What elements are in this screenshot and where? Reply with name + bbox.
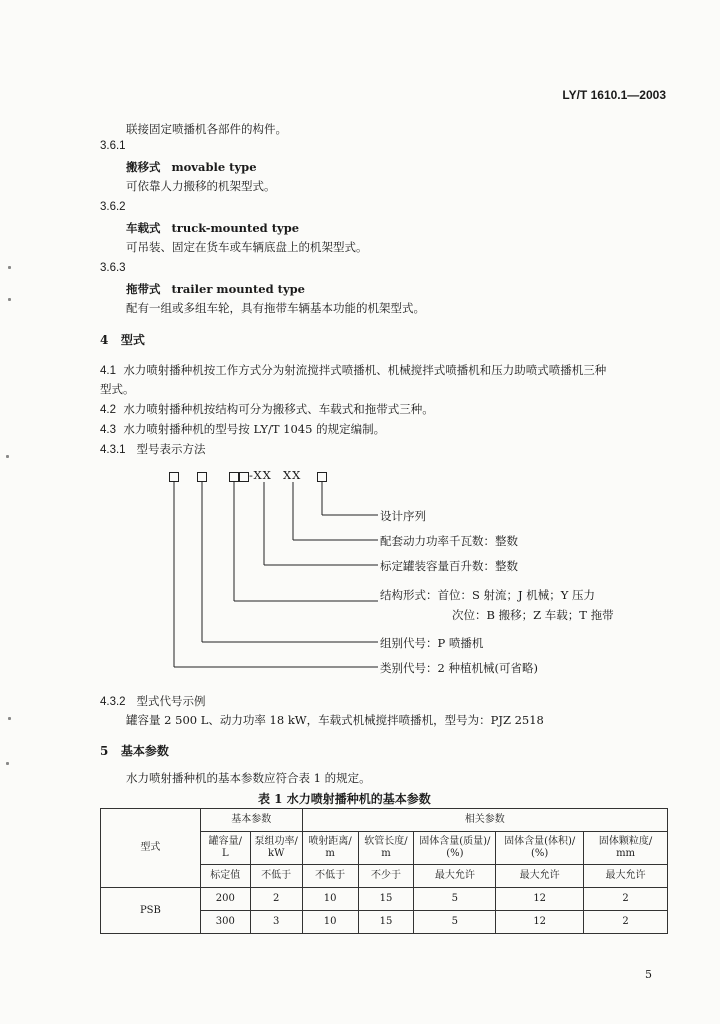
table-cell: 2 <box>250 888 302 911</box>
limit-cell: 不低于 <box>302 865 358 888</box>
standard-code: LY/T 1610.1—2003 <box>562 88 666 102</box>
scan-mark <box>6 762 9 765</box>
code-box-structure-2 <box>239 472 249 482</box>
model-example: 罐容量 2 500 L、动力功率 18 kW，车载式机械搅拌喷播机，型号为：PJZ 2518 <box>126 713 544 727</box>
header-group-related: 相关参数 <box>302 809 667 832</box>
code-box-category <box>169 472 179 482</box>
term-en: trailer mounted type <box>171 282 305 296</box>
scan-mark <box>8 266 11 269</box>
table-cell: 5 <box>414 911 496 934</box>
page-number: 5 <box>645 968 652 981</box>
para-4-1-text: 水力喷射播种机按工作方式分为射流搅拌式喷播机、机械搅拌式喷播机和压力助喷式喷播机三种 <box>123 363 607 377</box>
table-row <box>101 888 668 911</box>
label-design-seq: 设计序列 <box>380 509 426 523</box>
table-cell: 15 <box>358 888 414 911</box>
term-en: truck-mounted type <box>171 221 300 235</box>
table-cell: 200 <box>200 888 250 911</box>
para-4-3-number: 4.3 <box>100 424 116 436</box>
section-5-title: 基本参数 <box>120 744 169 758</box>
header-spray-distance: 喷射距离/ m <box>302 832 358 865</box>
section-5-heading <box>100 742 169 759</box>
section-3-6-1-number: 3.6.1 <box>100 140 126 152</box>
table-cell: 12 <box>496 888 584 911</box>
para-4-3-2 <box>100 693 206 709</box>
section-3-6-3-definition: 配有一组或多组车轮，具有拖带车辆基本功能的机架型式。 <box>126 301 425 315</box>
header-solid-volume: 固体含量(体积)/ (%) <box>496 832 584 865</box>
term-cn: 拖带式 <box>126 282 161 296</box>
header-hose-length: 软管长度/ m <box>358 832 414 865</box>
table-cell: 10 <box>302 888 358 911</box>
scan-mark <box>6 455 9 458</box>
table-caption: 表 1 水力喷射播种机的基本参数 <box>258 792 431 806</box>
header-particle-size: 固体颗粒度/ mm <box>584 832 668 865</box>
header-solid-mass: 固体含量(质量)/ (%) <box>414 832 496 865</box>
section-3-6-1-definition: 可依靠人力搬移的机架型式。 <box>126 179 276 193</box>
scan-mark <box>8 298 11 301</box>
para-4-2-number: 4.2 <box>100 404 116 416</box>
header-model: 型式 <box>101 809 201 888</box>
section-3-6-2-definition: 可吊装、固定在货车或车辆底盘上的机架型式。 <box>126 240 368 254</box>
table-cell: 3 <box>250 911 302 934</box>
section-3-6-2-number: 3.6.2 <box>100 201 126 213</box>
basic-parameters-table <box>100 808 668 934</box>
table-cell: 12 <box>496 911 584 934</box>
para-4-1-number: 4.1 <box>100 365 116 377</box>
label-group: 组别代号：P 喷播机 <box>380 636 484 650</box>
para-4-3-text: 水力喷射播种机的型号按 LY/T 1045 的规定编制。 <box>123 422 386 436</box>
code-power-placeholder: XX <box>283 468 302 482</box>
para-4-3-2-number: 4.3.2 <box>100 696 126 708</box>
para-4-3-1-text: 型号表示方法 <box>136 442 206 456</box>
table-cell: 300 <box>200 911 250 934</box>
limit-cell: 最大允许 <box>414 865 496 888</box>
code-box-design-seq <box>317 472 327 482</box>
label-structure-line1: 结构形式：首位：S 射流；J 机械；Y 压力 <box>380 588 596 602</box>
section-5-number: 5 <box>100 744 109 758</box>
table-cell: 2 <box>584 911 668 934</box>
section-3-6-3-number: 3.6.3 <box>100 262 126 274</box>
para-4-2-text: 水力喷射播种机按结构可分为搬移式、车载式和拖带式三种。 <box>123 402 434 416</box>
header-pump-power: 泵组功率/ kW <box>250 832 302 865</box>
label-power: 配套动力功率千瓦数：整数 <box>380 534 518 548</box>
limit-cell: 最大允许 <box>496 865 584 888</box>
limit-cell: 不少于 <box>358 865 414 888</box>
scan-mark <box>8 717 11 720</box>
para-4-3-2-title: 型式代号示例 <box>136 694 206 708</box>
para-4-3-1-number: 4.3.1 <box>100 444 126 456</box>
table-cell: 5 <box>414 888 496 911</box>
limit-cell: 不低于 <box>250 865 302 888</box>
header-group-basic: 基本参数 <box>200 809 302 832</box>
term-cn: 搬移式 <box>126 160 161 174</box>
label-category: 类别代号：2 种植机械(可省略) <box>380 661 538 675</box>
term-en: movable type <box>171 160 257 174</box>
table-cell: 2 <box>584 888 668 911</box>
label-capacity: 标定罐装容量百升数：整数 <box>380 559 518 573</box>
intro-line: 联接固定喷播机各部件的构件。 <box>126 122 287 136</box>
label-structure-line2: 次位：B 搬移；Z 车载；T 拖带 <box>452 608 614 622</box>
limit-cell: 标定值 <box>200 865 250 888</box>
section-4-title: 型式 <box>120 333 145 347</box>
code-capacity-placeholder: -XX <box>249 468 272 482</box>
term-cn: 车载式 <box>126 221 161 235</box>
limit-cell: 最大允许 <box>584 865 668 888</box>
table-cell: 15 <box>358 911 414 934</box>
section-4-number: 4 <box>100 333 109 347</box>
code-box-group <box>197 472 207 482</box>
header-tank-capacity: 罐容量/ L <box>200 832 250 865</box>
section-5-text: 水力喷射播种机的基本参数应符合表 1 的规定。 <box>126 771 371 785</box>
para-4-1-line2: 型式。 <box>100 382 135 396</box>
code-box-structure-1 <box>229 472 239 482</box>
model-name-cell: PSB <box>101 888 201 934</box>
table-cell: 10 <box>302 911 358 934</box>
